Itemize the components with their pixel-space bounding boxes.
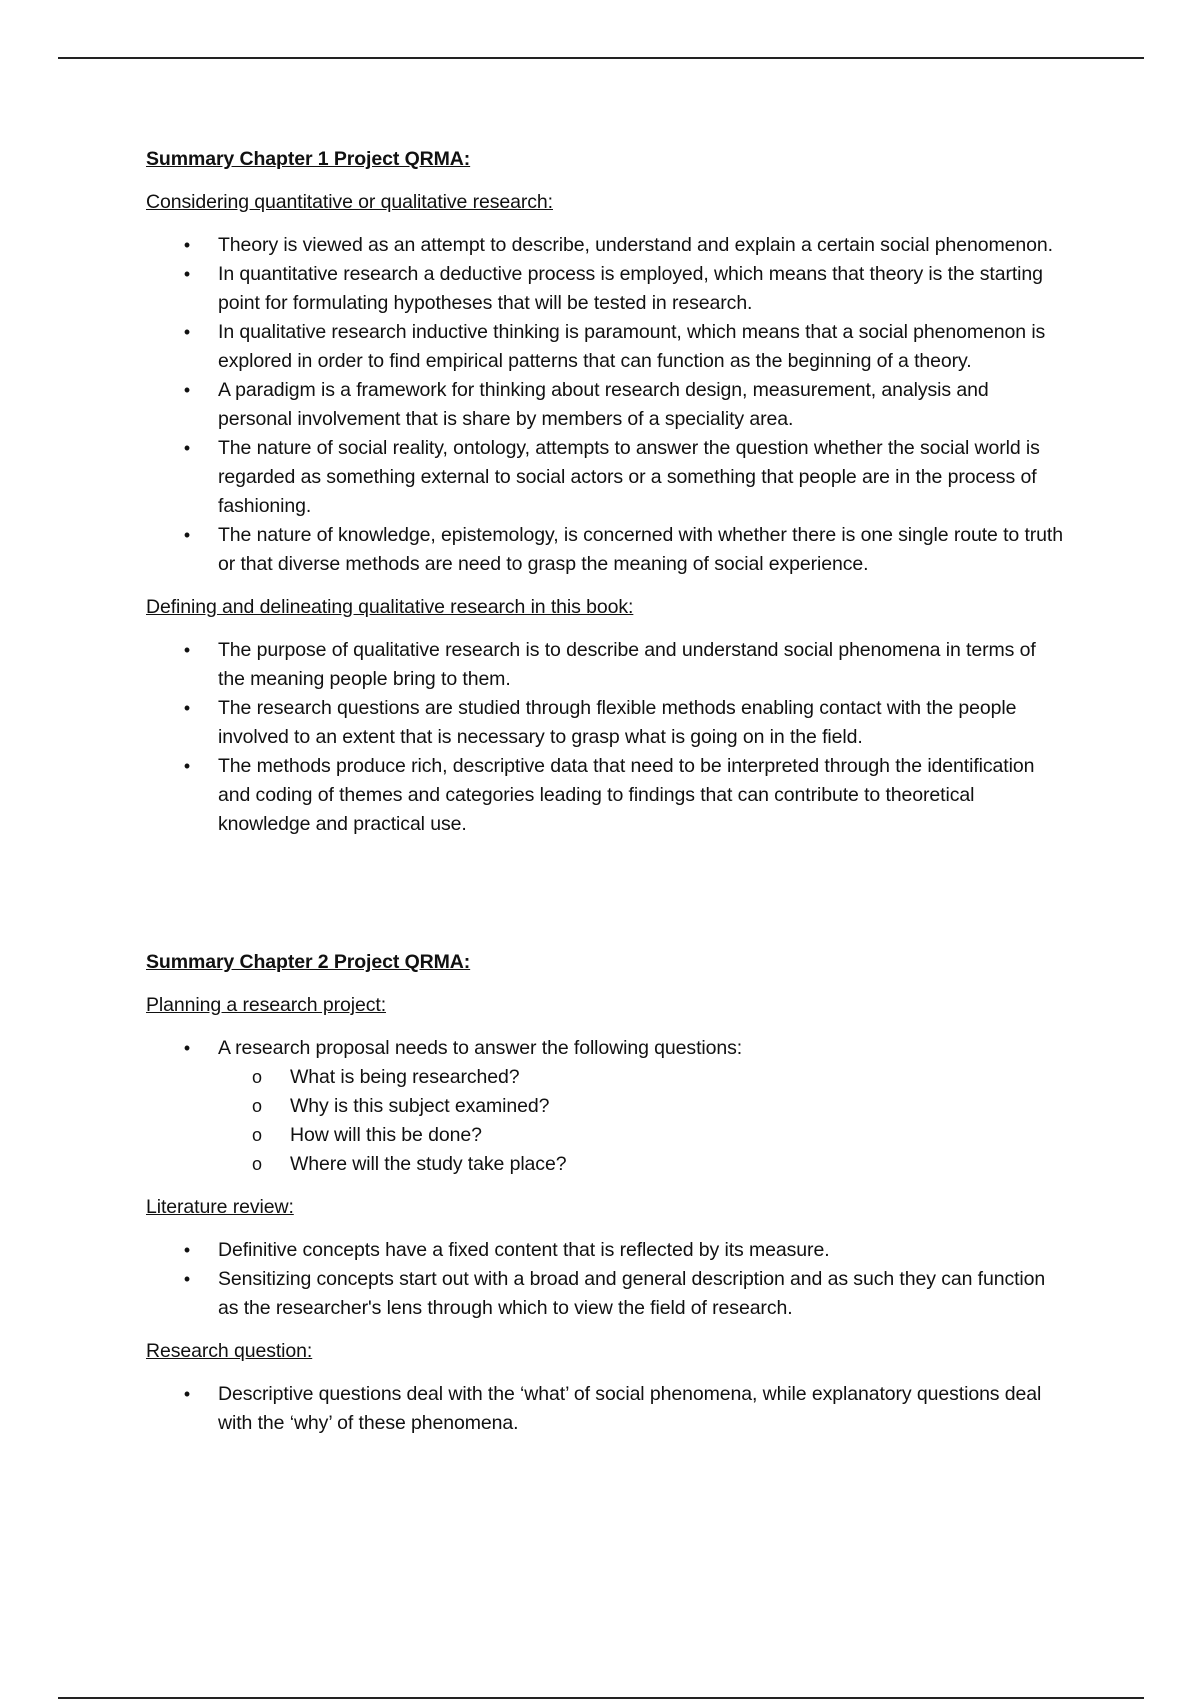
bullet-icon: • <box>183 1384 191 1404</box>
sub-list <box>218 1063 1066 1179</box>
list-item-text: Theory is viewed as an attempt to describe, understand and explain a certain social phenomenon. <box>218 234 1053 256</box>
document-body <box>146 145 1066 1452</box>
bullet-icon: • <box>183 438 191 458</box>
list-item <box>146 231 1066 260</box>
bullet-list <box>146 231 1066 579</box>
circle-bullet-icon: o <box>252 1096 262 1116</box>
section-heading: Literature review: <box>146 1196 294 1218</box>
bullet-icon: • <box>183 525 191 545</box>
bullet-icon: • <box>183 322 191 342</box>
list-item <box>146 1380 1066 1438</box>
top-rule <box>58 57 1144 59</box>
bullet-icon: • <box>183 756 191 776</box>
sub-list-item <box>218 1121 1066 1150</box>
list-item-text: The methods produce rich, descriptive data that need to be interpreted through the identification and coding of themes and categories leading to findings that can contribute to theoretical knowledge and practical use. <box>218 755 1035 835</box>
sub-list-item-text: What is being researched? <box>290 1066 520 1088</box>
list-item <box>146 1034 1066 1179</box>
sub-list-item-text: Why is this subject examined? <box>290 1095 550 1117</box>
sub-list-item <box>218 1063 1066 1092</box>
list-item <box>146 1265 1066 1323</box>
sub-list-item-text: How will this be done? <box>290 1124 482 1146</box>
list-item <box>146 521 1066 579</box>
sub-list-item-text: Where will the study take place? <box>290 1153 567 1175</box>
bullet-list <box>146 1380 1066 1438</box>
list-item-text: The nature of social reality, ontology, attempts to answer the question whether the social world is regarded as something external to social actors or a something that people are in the process of fashioning. <box>218 437 1040 517</box>
list-item-text: A paradigm is a framework for thinking about research design, measurement, analysis and personal involvement that is share by members of a speciality area. <box>218 379 989 430</box>
list-item-text: The purpose of qualitative research is to describe and understand social phenomena in terms of the meaning people bring to them. <box>218 639 1036 690</box>
bullet-icon: • <box>183 640 191 660</box>
circle-bullet-icon: o <box>252 1125 262 1145</box>
section-heading: Research question: <box>146 1340 313 1362</box>
list-item <box>146 376 1066 434</box>
list-item <box>146 318 1066 376</box>
bullet-icon: • <box>183 264 191 284</box>
list-item <box>146 636 1066 694</box>
list-item-text: The research questions are studied through flexible methods enabling contact with the people involved to an extent that is necessary to grasp what is going on in the field. <box>218 697 1017 748</box>
bullet-icon: • <box>183 1269 191 1289</box>
circle-bullet-icon: o <box>252 1067 262 1087</box>
chapter-1-title: Summary Chapter 1 Project QRMA: <box>146 148 471 170</box>
bullet-list <box>146 1236 1066 1323</box>
list-item-text: The nature of knowledge, epistemology, is concerned with whether there is one single route to truth or that diverse methods are need to grasp the meaning of social experience. <box>218 524 1063 575</box>
bullet-icon: • <box>183 380 191 400</box>
bullet-list <box>146 1034 1066 1179</box>
list-item <box>146 752 1066 839</box>
chapter-2-title: Summary Chapter 2 Project QRMA: <box>146 951 471 973</box>
list-item-text: Sensitizing concepts start out with a broad and general description and as such they can function as the researcher's lens through which to view the field of research. <box>218 1268 1046 1319</box>
section-heading: Defining and delineating qualitative research in this book: <box>146 596 634 618</box>
circle-bullet-icon: o <box>252 1154 262 1174</box>
list-item <box>146 260 1066 318</box>
list-item <box>146 694 1066 752</box>
section-heading: Considering quantitative or qualitative research: <box>146 191 553 213</box>
bullet-icon: • <box>183 235 191 255</box>
section-gap <box>146 853 1066 948</box>
list-item-text: In qualitative research inductive thinking is paramount, which means that a social phenomenon is explored in order to find empirical patterns that can function as the beginning of a theory. <box>218 321 1046 372</box>
bottom-rule <box>58 1697 1144 1699</box>
list-item-text: A research proposal needs to answer the following questions: <box>218 1037 743 1059</box>
bullet-icon: • <box>183 1240 191 1260</box>
section-heading: Planning a research project: <box>146 994 387 1016</box>
list-item-text: Definitive concepts have a fixed content that is reflected by its measure. <box>218 1239 830 1261</box>
bullet-list <box>146 636 1066 839</box>
bullet-icon: • <box>183 1038 191 1058</box>
sub-list-item <box>218 1150 1066 1179</box>
sub-list-item <box>218 1092 1066 1121</box>
bullet-icon: • <box>183 698 191 718</box>
list-item <box>146 434 1066 521</box>
list-item <box>146 1236 1066 1265</box>
list-item-text: In quantitative research a deductive process is employed, which means that theory is the starting point for formulating hypotheses that will be tested in research. <box>218 263 1043 314</box>
list-item-text: Descriptive questions deal with the ‘what’ of social phenomena, while explanatory questions deal with the ‘why’ of these phenomena. <box>218 1383 1042 1434</box>
